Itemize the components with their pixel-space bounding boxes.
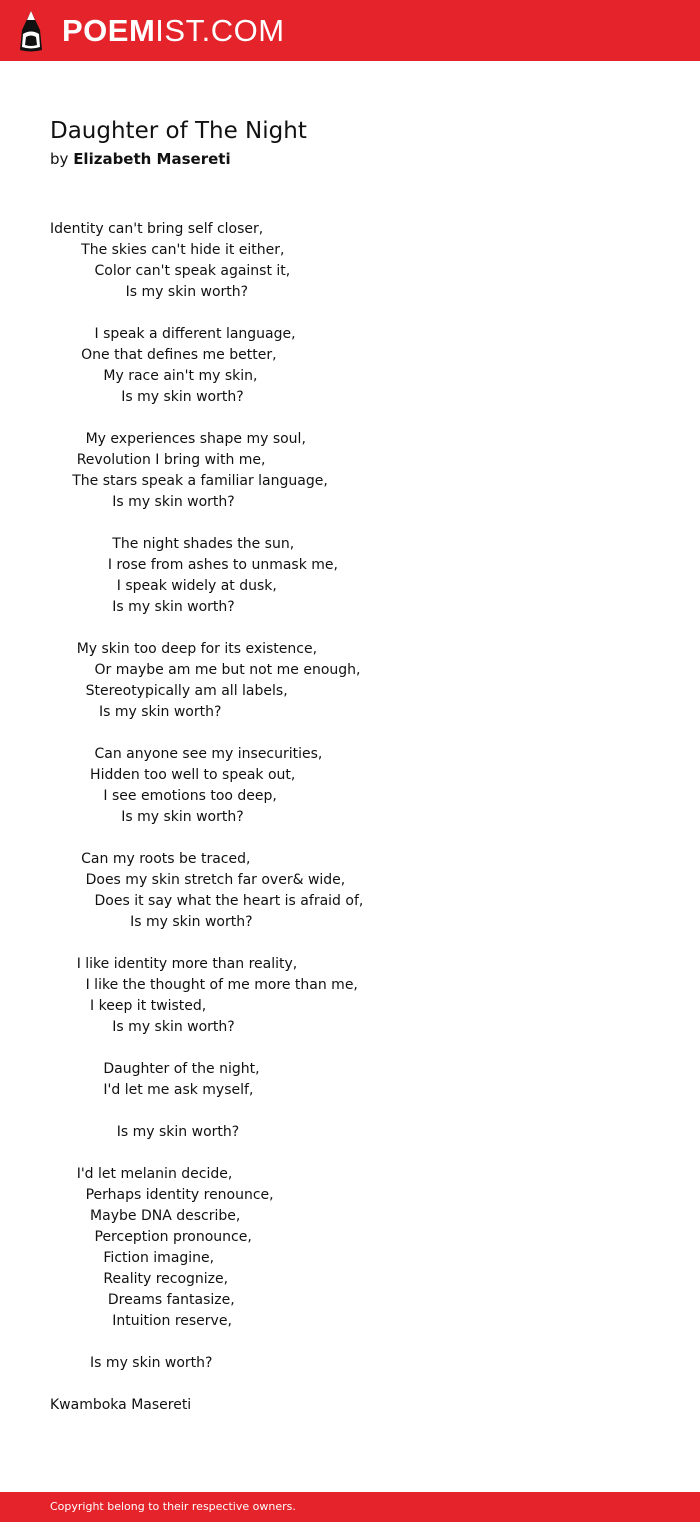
poem-line: Maybe DNA describe, (50, 1208, 241, 1224)
poem-line: Or maybe am me but not me enough, (50, 662, 361, 678)
poem-line: Can my roots be traced, (50, 851, 251, 867)
poem-line (50, 618, 570, 639)
poem-line: Is my skin worth? (50, 914, 253, 930)
poem-line (50, 828, 570, 849)
poem-line: Does my skin stretch far over& wide, (50, 872, 346, 888)
logo-light-text: IST.COM (155, 13, 285, 48)
poem-line (50, 1038, 570, 1059)
poem-line: I'd let melanin decide, (50, 1166, 233, 1182)
pencil-tip-icon[interactable] (18, 10, 44, 52)
poem-line: I like the thought of me more than me, (50, 977, 358, 993)
poem-line (50, 1101, 570, 1122)
poem-line (50, 1143, 570, 1164)
poem-line (50, 303, 570, 324)
poem-title: Daughter of The Night (50, 118, 307, 144)
poem-line: Is my skin worth? (50, 1019, 235, 1035)
poem-line: Fiction imagine, (50, 1250, 215, 1266)
poem-line: Reality recognize, (50, 1271, 229, 1287)
poem-line (50, 933, 570, 954)
poem-line: I'd let me ask myself, (50, 1082, 254, 1098)
poem-body (50, 219, 570, 1374)
poem-line: Is my skin worth? (50, 494, 235, 510)
poem-line: My skin too deep for its existence, (50, 641, 318, 657)
poem-line: I speak a different language, (50, 326, 296, 342)
copyright-text: Copyright belong to their respective owners. (50, 1500, 296, 1513)
poem-line: I see emotions too deep, (50, 788, 277, 804)
poem-line (50, 723, 570, 744)
site-footer (0, 1492, 700, 1522)
poem-line: Identity can't bring self closer, (50, 221, 264, 237)
by-label: by (50, 150, 69, 168)
poem-line: I like identity more than reality, (50, 956, 298, 972)
poem-line: I keep it twisted, (50, 998, 207, 1014)
logo-bold-text: POEM (62, 13, 156, 48)
poem-signature: Kwamboka Masereti (50, 1397, 192, 1413)
byline (50, 149, 231, 169)
poem-line: Is my skin worth? (50, 1355, 213, 1371)
author-name[interactable]: Elizabeth Masereti (73, 150, 231, 168)
poem-line: Does it say what the heart is afraid of, (50, 893, 364, 909)
poem-line: Daughter of the night, (50, 1061, 260, 1077)
poem-line: Revolution I bring with me, (50, 452, 266, 468)
site-header (0, 0, 700, 61)
poem-line (50, 408, 570, 429)
poem-line: Perhaps identity renounce, (50, 1187, 274, 1203)
poem-line: Dreams fantasize, (50, 1292, 235, 1308)
poem-line: I speak widely at dusk, (50, 578, 277, 594)
poem-line: Can anyone see my insecurities, (50, 746, 323, 762)
poem-line: The skies can't hide it either, (50, 242, 285, 258)
poem-line: Is my skin worth? (50, 599, 235, 615)
poem-line (50, 513, 570, 534)
poem-line: Is my skin worth? (50, 809, 244, 825)
poem-line: Intuition reserve, (50, 1313, 232, 1329)
poem-line: Color can't speak against it, (50, 263, 291, 279)
poem-line: Is my skin worth? (50, 389, 244, 405)
poem-line: Stereotypically am all labels, (50, 683, 288, 699)
poem-line: I rose from ashes to unmask me, (50, 557, 338, 573)
poem-line: The stars speak a familiar language, (50, 473, 328, 489)
poem-line: Is my skin worth? (50, 284, 249, 300)
site-logo[interactable] (62, 13, 285, 49)
poem-line: Perception pronounce, (50, 1229, 252, 1245)
poem-line: My experiences shape my soul, (50, 431, 306, 447)
poem-line: The night shades the sun, (50, 536, 295, 552)
poem-line: Is my skin worth? (50, 1124, 240, 1140)
poem-line (50, 1332, 570, 1353)
poem-line: My race ain't my skin, (50, 368, 258, 384)
poem-line: Is my skin worth? (50, 704, 222, 720)
poem-line: Hidden too well to speak out, (50, 767, 296, 783)
poem-line: One that defines me better, (50, 347, 277, 363)
